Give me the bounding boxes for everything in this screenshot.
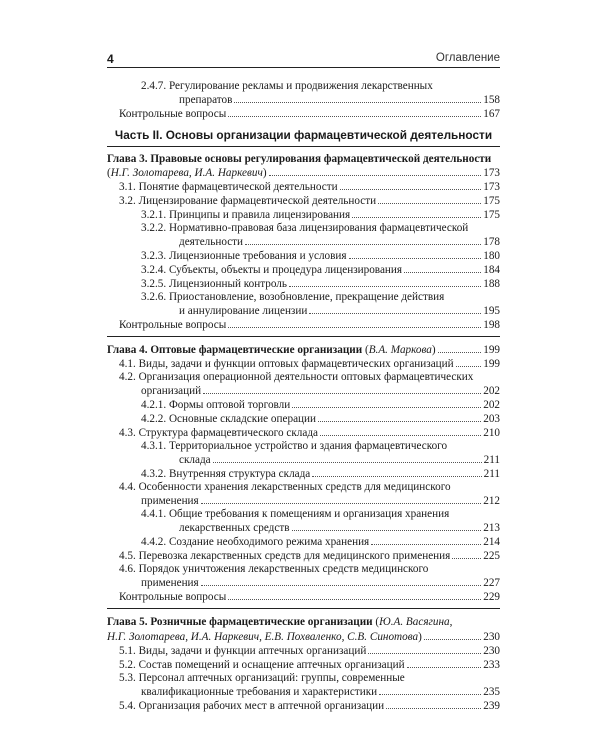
toc-entry (107, 291, 500, 304)
leader-dots (228, 107, 481, 117)
chapter-authors: Н.Г. Золотарева, И.А. Наркевич (110, 167, 263, 179)
toc-entry-text: 5.1. Виды, задачи и функции аптечных организаций (119, 645, 367, 657)
toc-page-number: 180 (483, 250, 500, 262)
chapter-title: Глава 3. Правовые основы регулирования фармацевтической деятельности (107, 153, 492, 165)
running-title: Оглавление (435, 52, 500, 64)
toc-entry-text: 3.2. Лицензирование фармацевтической деятельности (119, 195, 377, 207)
toc-entry-text: квалификационные требования и характеристики (141, 686, 378, 698)
leader-dots (452, 549, 481, 559)
toc-page-number: 178 (483, 236, 500, 248)
leader-dots (269, 166, 482, 176)
toc-entry-text: 4.2.2. Основные складские операции (141, 413, 317, 425)
leader-dots (320, 426, 481, 436)
toc-entry[interactable] (107, 180, 500, 194)
toc-entry-text: применения (141, 495, 199, 507)
leader-dots (386, 699, 481, 709)
toc-entry-text: организаций (141, 385, 202, 397)
leader-dots (404, 263, 481, 273)
leader-dots (309, 304, 481, 314)
paren: ( (107, 167, 111, 179)
toc-entry-text: 4.3.1. Территориальное устройство и здания фармацевтического (141, 440, 448, 452)
toc-entry[interactable] (107, 658, 500, 672)
toc-page-number: 203 (483, 413, 500, 425)
page-number: 4 (107, 52, 114, 66)
toc-entry[interactable] (107, 453, 500, 467)
toc-entry-text: лекарственных средств (179, 522, 290, 534)
toc-page-number: 199 (483, 358, 500, 370)
toc-entry[interactable] (107, 467, 500, 481)
toc-page-number: 202 (483, 399, 500, 411)
paren: ) (431, 344, 436, 356)
toc-entry (107, 616, 500, 629)
toc-entry-text: применения (141, 577, 199, 589)
toc-entry (107, 481, 500, 494)
toc-entry-text: 4.4.2. Создание необходимого режима хранения (141, 536, 370, 548)
toc-entry (107, 672, 500, 685)
toc-page-number: 175 (483, 209, 500, 221)
section-divider (107, 608, 500, 609)
toc-entry-text: 4.4.1. Общие требования к помещениям и организация хранения (141, 508, 450, 520)
toc-entry-text: 3.1. Понятие фармацевтической деятельности (119, 181, 338, 193)
paren: ( (372, 616, 380, 628)
toc-entry[interactable] (107, 630, 500, 644)
toc-entry-text: 3.2.1. Принципы и правила лицензирования (141, 209, 351, 221)
toc-page-number: 214 (483, 536, 500, 548)
toc-entry-text: 2.4.7. Регулирование рекламы и продвижения лекарственных (141, 80, 433, 92)
section-divider (107, 146, 500, 147)
toc-page-number: 188 (483, 278, 500, 290)
chapter-title: Глава 5. Розничные фармацевтические организации (107, 616, 373, 628)
toc-page-number: 235 (483, 686, 500, 698)
toc-page-number: 213 (483, 522, 500, 534)
toc-entry[interactable] (107, 549, 500, 563)
leader-dots (407, 658, 482, 668)
toc-entry-text: Контрольные вопросы (119, 591, 227, 603)
toc-entry-text: 3.2.2. Нормативно-правовая база лицензирования фармацевтической (141, 222, 469, 234)
chapter-authors: Ю.А. Васягина (379, 616, 450, 628)
leader-dots (228, 590, 481, 600)
toc-entry (107, 371, 500, 384)
toc-entry (107, 563, 500, 576)
toc-entry-text: 4.5. Перевозка лекарственных средств для медицинского применения (119, 550, 451, 562)
toc-entry-text: 3.2.5. Лицензионный контроль (141, 278, 287, 290)
part-heading: Часть II. Основы организации фармацевтической деятельности (114, 128, 493, 142)
toc-entry[interactable] (107, 384, 500, 398)
toc-entry (107, 440, 500, 453)
toc-entry[interactable] (107, 521, 500, 535)
leader-dots (438, 343, 482, 353)
toc-entry[interactable] (107, 494, 500, 508)
toc-page-number: 202 (483, 385, 500, 397)
toc-page-number: 239 (483, 700, 500, 712)
toc-entry[interactable] (107, 426, 500, 440)
toc-entry[interactable] (107, 107, 500, 121)
leader-dots (228, 318, 481, 328)
toc-page-number: 195 (483, 305, 500, 317)
leader-dots (234, 93, 481, 103)
leader-dots (292, 521, 482, 531)
toc-entry[interactable] (107, 535, 500, 549)
toc-entry[interactable] (107, 398, 500, 412)
toc-entry-text: 4.3. Структура фармацевтического склада (119, 427, 318, 439)
leader-dots (340, 180, 482, 190)
toc-page-number: 230 (483, 645, 500, 657)
toc-entry-text: склада (179, 454, 211, 466)
leader-dots (371, 535, 481, 545)
toc-entry (107, 508, 500, 521)
toc-entry-text: 4.4. Особенности хранения лекарственных средств для медицинского (119, 481, 451, 493)
chapter-authors: Н.Г. Золотарева, И.А. Наркевич, Е.В. Похваленко, С.В. Синотова (107, 631, 419, 643)
toc-entry[interactable] (107, 685, 500, 699)
paren: ) (262, 167, 267, 179)
leader-dots (318, 412, 481, 422)
toc-entry[interactable] (107, 343, 500, 357)
toc-entry-text: деятельности (179, 236, 244, 248)
toc-entry-text: 4.2.1. Формы оптовой торговли (141, 399, 291, 411)
section-divider (107, 336, 500, 337)
toc-page-number: 211 (483, 468, 500, 480)
leader-dots (201, 576, 482, 586)
leader-dots (201, 494, 482, 504)
toc-page-number: 173 (483, 167, 500, 179)
page-header (107, 52, 500, 68)
toc-entry[interactable] (107, 194, 500, 208)
leader-dots (213, 453, 482, 463)
toc-page-number: 227 (483, 577, 500, 589)
leader-dots (349, 249, 482, 259)
toc-entry[interactable] (107, 208, 500, 222)
comma: , (449, 616, 453, 628)
toc-page-number: 175 (483, 195, 500, 207)
toc-entry-text: 3.2.4. Субъекты, объекты и процедура лицензирования (141, 264, 403, 276)
toc-page-number: 229 (483, 591, 500, 603)
toc-entry-text: 3.2.6. Приостановление, возобновление, прекращение действия (141, 291, 445, 303)
toc-entry[interactable] (107, 235, 500, 249)
header-rule (107, 67, 500, 68)
toc-page-number: 233 (483, 659, 500, 671)
toc-entry (107, 222, 500, 235)
toc-entry[interactable] (107, 590, 500, 604)
toc-entry[interactable] (107, 412, 500, 426)
leader-dots (379, 685, 481, 695)
toc-entry-text: Контрольные вопросы (119, 319, 227, 331)
leader-dots (245, 235, 481, 245)
leader-dots (352, 208, 481, 218)
toc-entry[interactable] (107, 277, 500, 291)
toc-entry[interactable] (107, 576, 500, 590)
toc-entry-text: препаратов (179, 94, 233, 106)
toc-entry (107, 80, 500, 93)
toc-page-number: 211 (483, 454, 500, 466)
toc-entry[interactable] (107, 166, 500, 180)
chapter-authors: В.А. Маркова (368, 344, 432, 356)
toc-entry-text: 4.2. Организация операционной деятельности оптовых фармацевтических (119, 371, 474, 383)
toc-entry[interactable] (107, 249, 500, 263)
toc-entry-text: 5.4. Организация рабочих мест в аптечной организации (119, 700, 385, 712)
toc-entry-text: Контрольные вопросы (119, 108, 227, 120)
leader-dots (424, 630, 481, 640)
toc-entry-text: 3.2.3. Лицензионные требования и условия (141, 250, 347, 262)
toc-entry-text: 4.6. Порядок уничтожения лекарственных средств медицинского (119, 563, 429, 575)
toc-page-number: 212 (483, 495, 500, 507)
toc-page-number: 167 (483, 108, 500, 120)
toc-page-number: 173 (483, 181, 500, 193)
toc-page-number: 158 (483, 94, 500, 106)
toc-entry-text: и аннулирование лицензии (179, 305, 308, 317)
leader-dots (312, 467, 481, 477)
leader-dots (289, 277, 481, 287)
paren: ( (362, 344, 369, 356)
chapter-title: Глава 4. Оптовые фармацевтические организации (107, 344, 363, 356)
toc-entry[interactable] (107, 93, 500, 107)
toc-entry[interactable] (107, 318, 500, 332)
toc-page-number: 225 (483, 550, 500, 562)
toc-page-number: 184 (483, 264, 500, 276)
toc-entry[interactable] (107, 263, 500, 277)
toc-entry[interactable] (107, 304, 500, 318)
paren: ) (418, 631, 422, 643)
leader-dots (292, 398, 481, 408)
leader-dots (456, 357, 482, 367)
toc-entry-text: 5.3. Персонал аптечных организаций: группы, современные (119, 672, 405, 684)
toc-page-number: 199 (483, 344, 500, 356)
toc-entry[interactable] (107, 699, 500, 713)
toc-entry-text: 4.1. Виды, задачи и функции оптовых фармацевтических организаций (119, 358, 454, 370)
toc-page-number: 198 (483, 319, 500, 331)
leader-dots (378, 194, 481, 204)
leader-dots (203, 384, 481, 394)
toc-page-number: 230 (483, 631, 500, 643)
toc-entry-text: 5.2. Состав помещений и оснащение аптечных организаций (119, 659, 405, 671)
toc-entry-text: 4.3.2. Внутренняя структура склада (141, 468, 311, 480)
toc-page-number: 210 (483, 427, 500, 439)
toc-entry[interactable] (107, 644, 500, 658)
toc-entry[interactable] (107, 357, 500, 371)
leader-dots (368, 644, 481, 654)
